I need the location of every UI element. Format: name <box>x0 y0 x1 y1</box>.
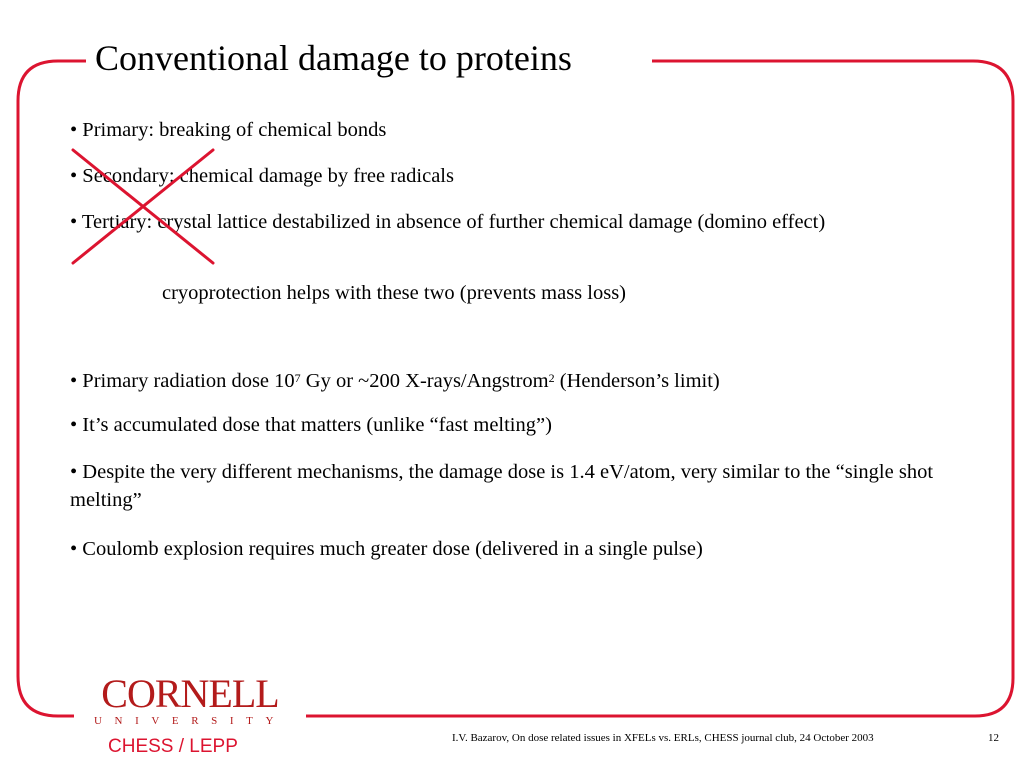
cornell-logo <box>82 671 298 730</box>
bullet-tertiary: • Tertiary: crystal lattice destabilized in absence of further chemical damage (domino effect) <box>70 211 826 233</box>
dose-suffix: (Henderson’s limit) <box>554 370 720 392</box>
bullet-accumulated-dose: • It’s accumulated dose that matters (unlike “fast melting”) <box>70 414 552 436</box>
department-label: CHESS / LEPP <box>108 736 238 757</box>
bullet-coulomb-explosion: • Coulomb explosion requires much greater dose (delivered in a single pulse) <box>70 538 703 560</box>
angstrom-exponent: 2 <box>548 371 555 385</box>
cornell-wordmark: CORNELL <box>101 671 279 716</box>
slide-title: Conventional damage to proteins <box>95 38 572 78</box>
bullet-secondary: • Secondary: chemical damage by free radicals <box>70 165 454 187</box>
bullet-damage-dose: • Despite the very different mechanisms, the damage dose is 1.4 eV/atom, very similar to the “single shot melting” <box>70 461 934 511</box>
slide-number: 12 <box>988 732 999 744</box>
university-wordmark: UNIVERSITY <box>94 715 286 727</box>
cryoprotection-note: cryoprotection helps with these two (prevents mass loss) <box>162 282 627 304</box>
dose-prefix: • Primary radiation dose 10 <box>70 370 295 392</box>
dose-middle: Gy or ~200 X-rays/Angstrom <box>300 370 549 392</box>
dose-exponent: 7 <box>294 371 301 385</box>
footer-citation: I.V. Bazarov, On dose related issues in XFELs vs. ERLs, CHESS journal club, 24 October 2003 <box>452 732 874 744</box>
bullet-primary: • Primary: breaking of chemical bonds <box>70 119 387 141</box>
